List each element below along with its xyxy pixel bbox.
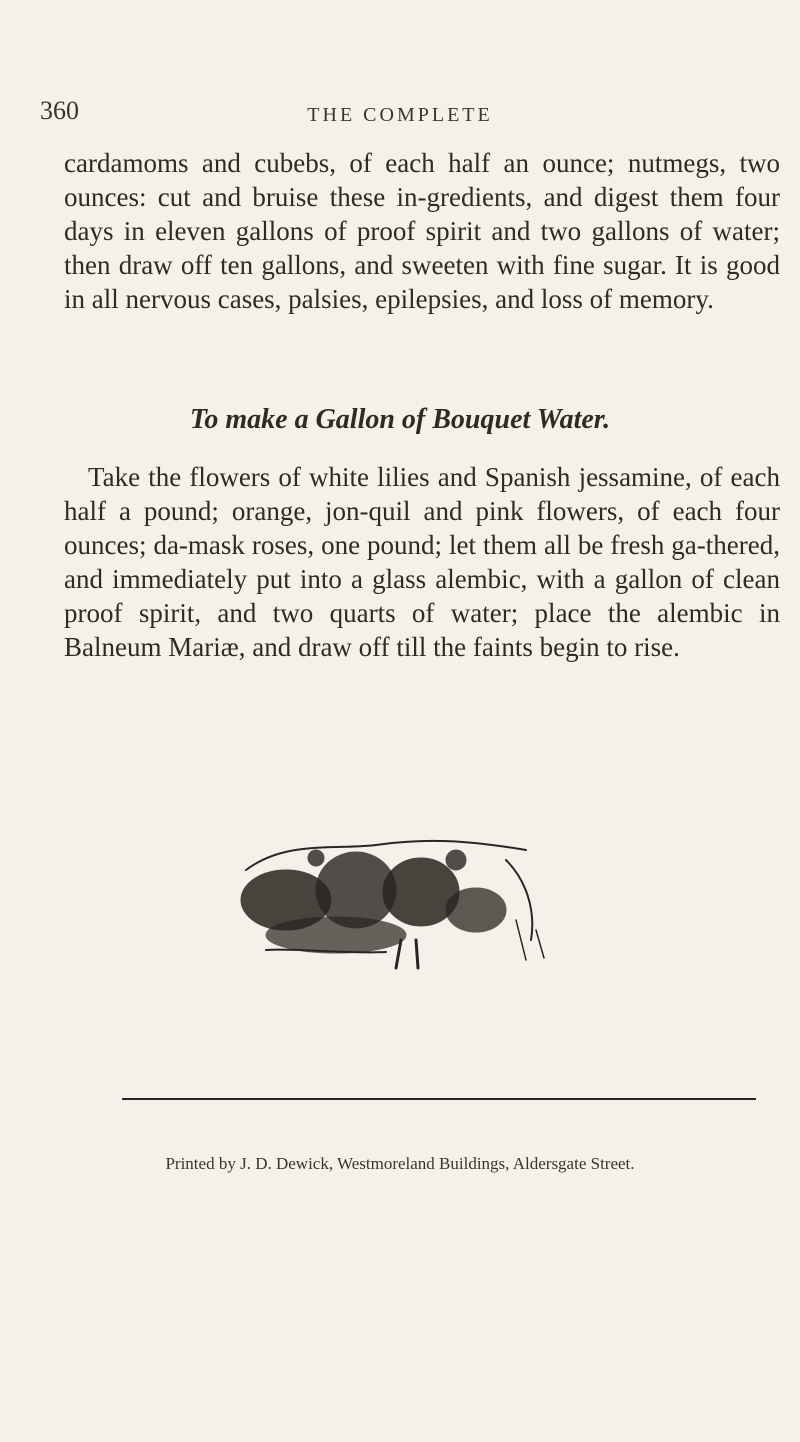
footer-rule xyxy=(122,1098,756,1100)
vignette-engraving-icon xyxy=(226,830,556,970)
printer-imprint: Printed by J. D. Dewick, Westmoreland Buildings, Aldersgate Street. xyxy=(165,1154,635,1173)
recipe-paragraph: Take the flowers of white lilies and Spanish jessamine, of each half a pound; orange, jon-quil and pink flowers, of each four ounces; da-mask roses, one pound; let them all be fresh ga-thered, and immediately put into a glass alembic, with a gallon of clean proof spirit, and two quarts of water; place the alembic in Balneum Mariæ, and draw off till the faints begin to rise. xyxy=(64,462,780,662)
paragraph-continued: cardamoms and cubebs, of each half an ounce; nutmegs, two ounces: cut and bruise these in-gredients, and digest them four days in eleven gallons of proof spirit and two gallons of water; then draw off ten gallons, and sweeten with fine sugar. It is good in all nervous cases, palsies, epilepsies, and loss of memory. xyxy=(64,148,780,314)
running-head: THE COMPLETE xyxy=(307,104,493,126)
page-number: 360 xyxy=(40,96,79,125)
recipe-title: To make a Gallon of Bouquet Water. xyxy=(189,404,611,435)
